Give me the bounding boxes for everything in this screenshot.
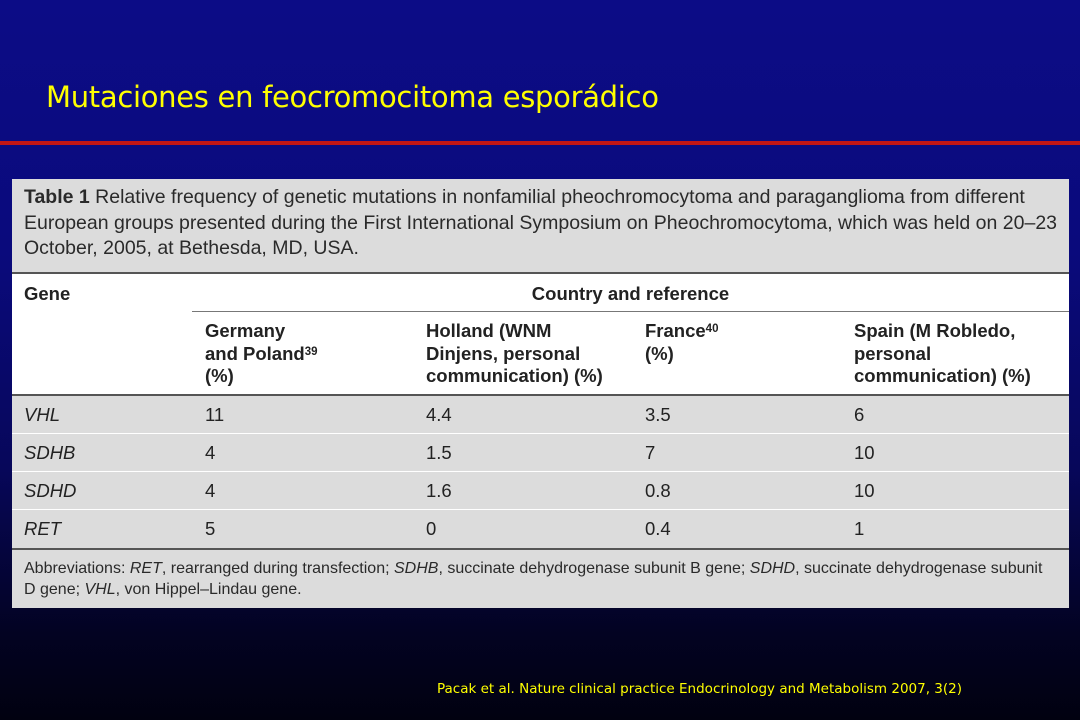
row-divider (12, 433, 1069, 434)
table-row-sdhd (12, 472, 1069, 509)
group-header-divider (192, 311, 1069, 312)
value-cell: 1 (854, 518, 865, 539)
column-header-line: Spain (M Robledo, (854, 320, 1016, 341)
column-header-line: Holland (WNM (426, 320, 552, 341)
gene-cell: SDHD (24, 480, 77, 501)
table-row-ret (12, 510, 1069, 548)
value-cell: 5 (205, 518, 216, 539)
title-divider (0, 141, 1080, 145)
column-header-line: Dinjens, personal (426, 342, 581, 364)
column-header-line: and Poland$^{39}$ (205, 342, 318, 364)
value-cell: 1.5 (426, 442, 452, 463)
column-header-line: (%) (645, 342, 674, 364)
row-divider (12, 471, 1069, 472)
column-header-line: communication) (%) (854, 365, 1031, 386)
value-cell: 11 (205, 404, 225, 425)
column-header-spain (854, 320, 1031, 388)
country-group-header: Country and reference (531, 283, 730, 304)
table-caption-text: Relative frequency of genetic mutations in nonfamilial pheochromocytoma and paraganglioma from different European groups presented during the First International Symposium on Pheochromocytoma, which was held on 20–23 October, 2005, at Bethesda, MD, USA. (24, 186, 1058, 259)
value-cell: 6 (854, 404, 865, 425)
value-cell: 4 (205, 480, 216, 501)
column-header-holland (426, 320, 603, 388)
value-cell: 4 (205, 442, 216, 463)
citation: Pacak et al. Nature clinical practice Endocrinology and Metabolism 2007, 3(2) (437, 681, 963, 697)
gene-column-header: Gene (24, 283, 71, 304)
column-header-line: communication) (%) (426, 365, 603, 386)
value-cell: 10 (854, 442, 875, 463)
gene-cell: RET (24, 518, 61, 539)
gene-cell: SDHB (24, 442, 76, 463)
value-cell: 7 (645, 442, 656, 463)
reference-superscript: 39 (304, 345, 318, 358)
mutation-frequency-table (12, 179, 1069, 608)
table-footnote: Abbreviations: RET, rearranged during transfection; SDHB, succinate dehydrogenase subunit B gene; SDHD, succinate dehydrogenase subunit D gene; VHL, von Hippel–Lindau gene. (12, 550, 1069, 608)
table-caption-label: Table 1 (24, 186, 90, 208)
gene-cell: VHL (24, 404, 60, 425)
table-row-sdhb (12, 434, 1069, 471)
row-divider (12, 509, 1069, 510)
table-row-vhl (12, 396, 1069, 433)
column-header-germany (205, 320, 318, 388)
column-header-line: France$^{40}$ (645, 320, 719, 341)
value-cell: 10 (854, 480, 875, 501)
value-cell: 4.4 (426, 404, 452, 425)
column-header-line: Germany (205, 320, 286, 341)
table-caption (12, 179, 1069, 272)
value-cell: 0.8 (645, 480, 671, 501)
caption-divider (12, 272, 1069, 274)
reference-superscript: 40 (705, 323, 719, 335)
value-cell: 3.5 (645, 404, 671, 425)
value-cell: 0 (426, 518, 437, 539)
column-header-line: personal (854, 342, 932, 364)
column-header-line: (%) (205, 365, 234, 386)
slide-title: Mutaciones en feocromocitoma esporádico (46, 80, 659, 114)
value-cell: 0.4 (645, 518, 671, 539)
column-header-france (645, 320, 718, 365)
value-cell: 1.6 (426, 480, 452, 501)
